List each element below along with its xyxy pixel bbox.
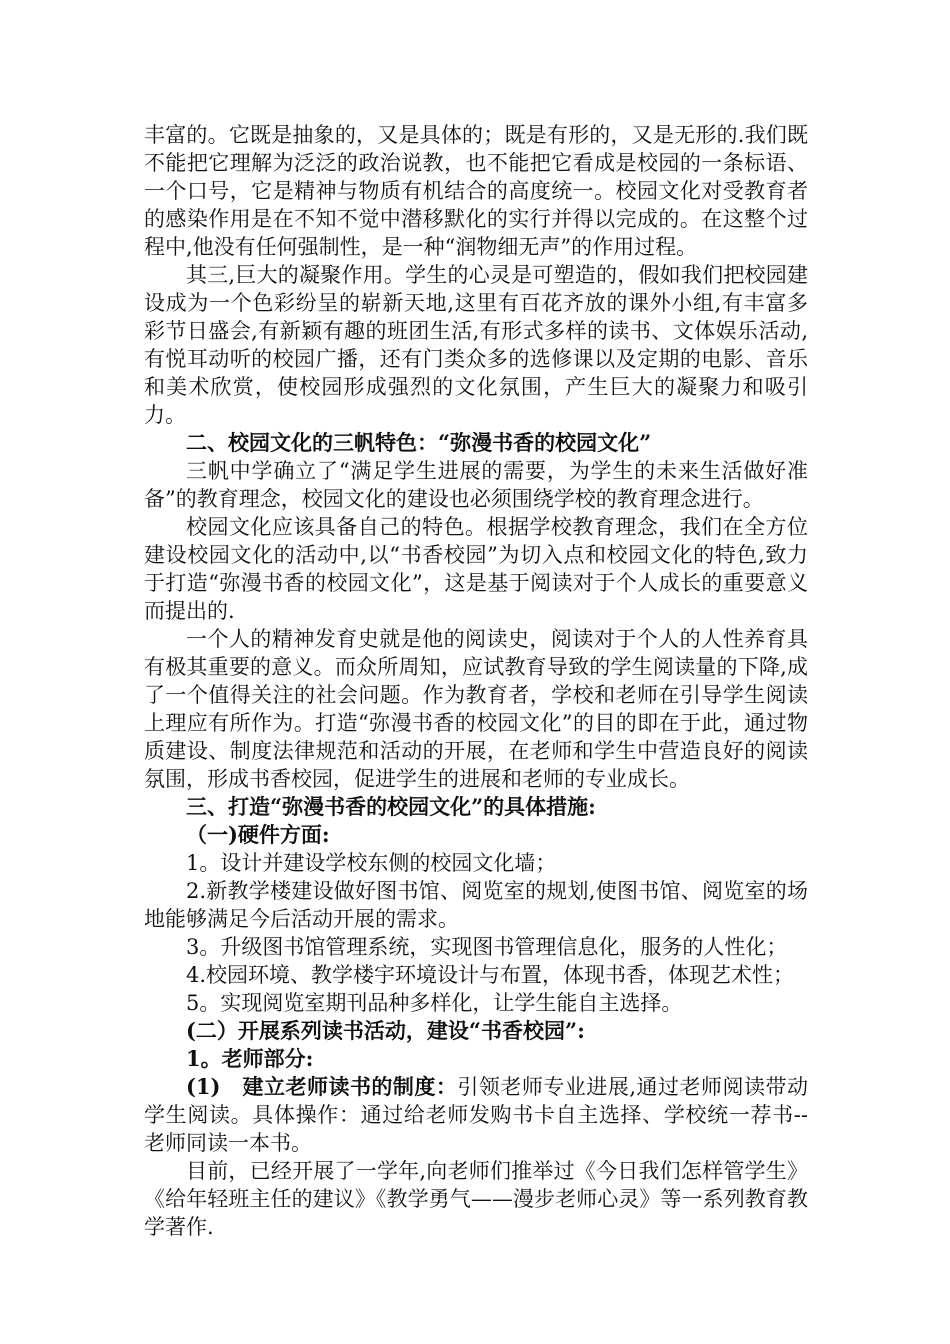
paragraph-recommended-books: 目前，已经开展了一学年,向老师们推举过《今日我们怎样管学生》《给年轻班主任的建议》《教学勇气——漫步老师心灵》等一系列教育教学著作. (144, 1159, 808, 1239)
list-item: 4.校园环境、教学楼宇环境设计与布置，体现书香，体现艺术性； (186, 963, 795, 987)
paragraph-culture-nature: 丰富的。它既是抽象的，又是具体的；既是有形的，又是无形的.我们既不能把它理解为泛泛的政治说教，也不能把它看成是校园的一条标语、一个口号，它是精神与物质有机结合的高度统一。校园文化对受教育者的感染作用是在不知不觉中潜移默化的实行并得以完成的。在这整个过程中,他没有任何强制性，是一种“润物细无声”的作用过程。 (144, 123, 808, 259)
subheading-reading-activities: (二）开展系列读书活动，建设“书香校园”: (186, 1018, 585, 1043)
paragraph-education-philosophy: 三帆中学确立了“满足学生进展的需要，为学生的未来生活做好准备”的教育理念，校园文化的建设也必须围绕学校的教育理念进行。 (144, 459, 808, 511)
teacher-reading-system-body: 引领老师专业进展,通过老师阅读带动学生阅读。具体操作：通过给老师发购书卡自主选择、学校统一荐书--老师同读一本书。 (144, 1075, 808, 1155)
paragraph-cohesion: 其三,巨大的凝聚作用。学生的心灵是可塑造的，假如我们把校园建设成为一个色彩纷呈的崭新天地,这里有百花齐放的课外小组,有丰富多彩节日盛会,有新颖有趣的班团生活,有形式多样的读书、文体娱乐活动,有悦耳动听的校园广播，还有门类众多的选修课以及定期的电影、音乐和美术欣赏，使校园形成强烈的文化氛围，产生巨大的凝聚力和吸引力。 (144, 263, 808, 427)
paragraph-reading-history: 一个人的精神发育史就是他的阅读史，阅读对于个人的人性养育具有极其重要的意义。而众所周知，应试教育导致的学生阅读量的下降,成了一个值得关注的社会问题。作为教育者，学校和老师在引导学生阅读上理应有所作为。打造“弥漫书香的校园文化”的目的即在于此，通过物质建设、制度法律规范和活动的开展，在老师和学生中营造良好的阅读氛围，形成书香校园，促进学生的进展和老师的专业成长。 (144, 627, 808, 791)
paragraph-teacher-reading-system (144, 1073, 808, 1157)
paragraph-own-features: 校园文化应该具备自己的特色。根据学校教育理念，我们在全方位建设校园文化的活动中,以“书香校园”为切入点和校园文化的特色,致力于打造“弥漫书香的校园文化”，这是基于阅读对于个人成长的重要意义而提出的. (144, 515, 808, 623)
heading-sanfan-feature: 二、校园文化的三帆特色：“弥漫书香的校园文化” (186, 430, 652, 455)
subheading-hardware: （一)硬件方面: (186, 822, 330, 847)
list-item: 5。实现阅览室期刊品种多样化，让学生能自主选择。 (186, 991, 683, 1015)
heading-specific-measures: 三、打造“弥漫书香的校园文化”的具体措施: (186, 794, 596, 819)
teacher-reading-system-lead: (1) 建立老师读书的制度： (186, 1074, 458, 1099)
list-item: 3。升级图书馆管理系统，实现图书管理信息化，服务的人性化； (186, 935, 788, 959)
list-item: 2.新教学楼建设做好图书馆、阅览室的规划,使图书馆、阅览室的场地能够满足今后活动开展的需求。 (144, 879, 808, 931)
subheading-teacher-part: 1。老师部分: (186, 1046, 314, 1071)
document-page (144, 121, 808, 1241)
list-item: 1。设计并建设学校东侧的校园文化墙； (186, 851, 557, 875)
